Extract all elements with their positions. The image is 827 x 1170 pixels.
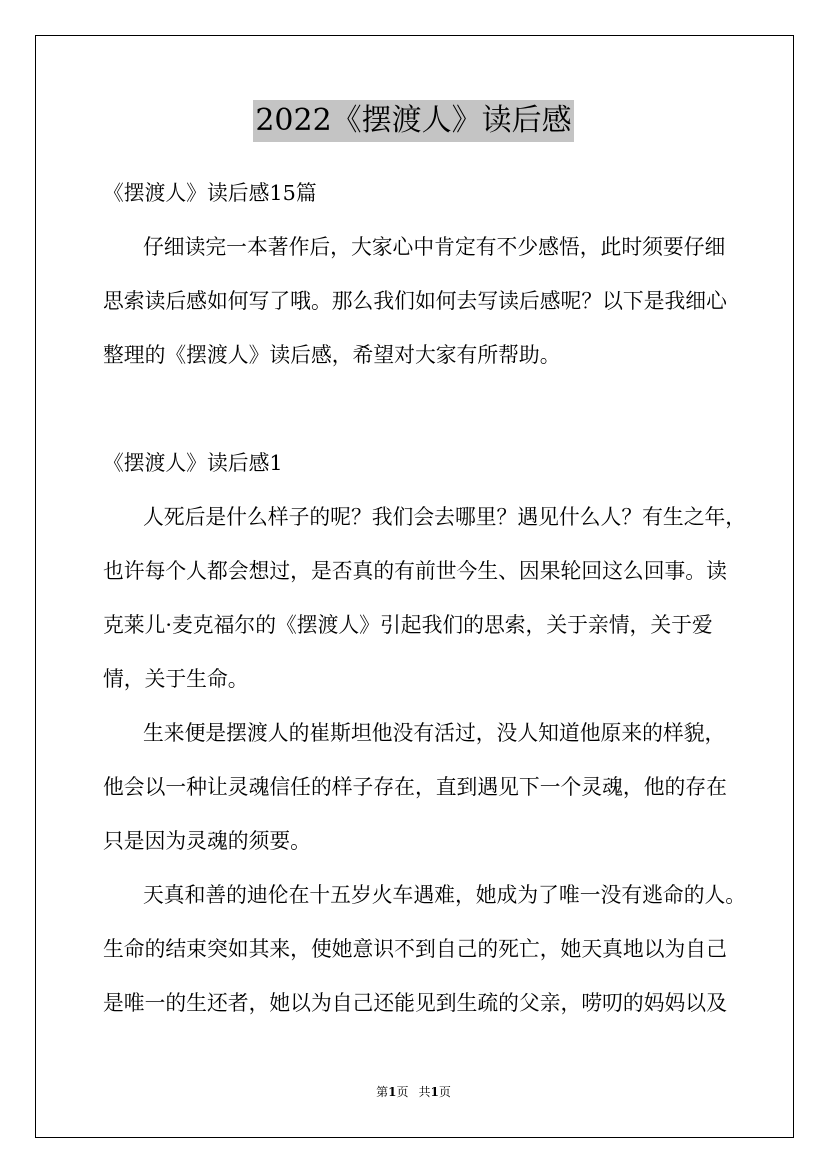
total-prefix: 共	[418, 1085, 431, 1099]
page-footer	[0, 1083, 827, 1101]
total-pages-group	[419, 1085, 451, 1099]
page-prefix: 第	[376, 1085, 389, 1099]
paragraph-line: 他会以一种让灵魂信任的样子存在，直到遇见下一个灵魂，他的存在	[103, 775, 727, 799]
paragraph-line: 天真和善的迪伦在十五岁火车遇难，她成为了唯一没有逃命的人。	[143, 883, 747, 907]
paragraph-line: 也许每个人都会想过，是否真的有前世今生、因果轮回这么回事。读	[103, 559, 727, 583]
paragraph-line: 只是因为灵魂的须要。	[103, 829, 311, 853]
title-container	[0, 100, 827, 142]
paragraph-line: 仔细读完一本著作后，大家心中肯定有不少感悟，此时须要仔细	[143, 235, 726, 259]
essay-paragraph	[103, 490, 783, 706]
paragraph-line: 克莱儿·麦克福尔的《摆渡人》引起我们的思索，关于亲情，关于爱	[103, 613, 713, 637]
essay-paragraph	[103, 706, 783, 868]
current-page-number: 1	[388, 1085, 397, 1099]
document-body	[103, 166, 783, 1030]
document-title: 2022《摆渡人》读后感	[253, 100, 573, 142]
paragraph-line: 思索读后感如何写了哦。那么我们如何去写读后感呢？以下是我细心	[103, 289, 727, 313]
paragraph-line: 人死后是什么样子的呢？我们会去哪里？遇见什么人？有生之年，	[143, 505, 747, 529]
paragraph-line: 生来便是摆渡人的崔斯坦他没有活过，没人知道他原来的样貌，	[143, 721, 726, 745]
paragraph-line: 生命的结束突如其来，使她意识不到自己的死亡，她天真地以为自己	[103, 937, 727, 961]
intro-paragraph	[103, 220, 783, 382]
paragraph-line: 情，关于生命。	[103, 667, 249, 691]
paragraph-line: 是唯一的生还者，她以为自己还能见到生疏的父亲，唠叨的妈妈以及	[103, 991, 727, 1015]
page-number-group	[376, 1085, 408, 1099]
collection-heading: 《摆渡人》读后感15篇	[103, 181, 317, 205]
page-suffix: 页	[396, 1085, 409, 1099]
paragraph-line: 整理的《摆渡人》读后感，希望对大家有所帮助。	[103, 343, 561, 367]
paragraph-spacer	[103, 382, 783, 436]
essay-heading: 《摆渡人》读后感1	[103, 451, 283, 475]
total-page-number: 1	[430, 1085, 439, 1099]
total-suffix: 页	[438, 1085, 451, 1099]
essay-section	[103, 436, 783, 1030]
essay-paragraph	[103, 868, 783, 1030]
